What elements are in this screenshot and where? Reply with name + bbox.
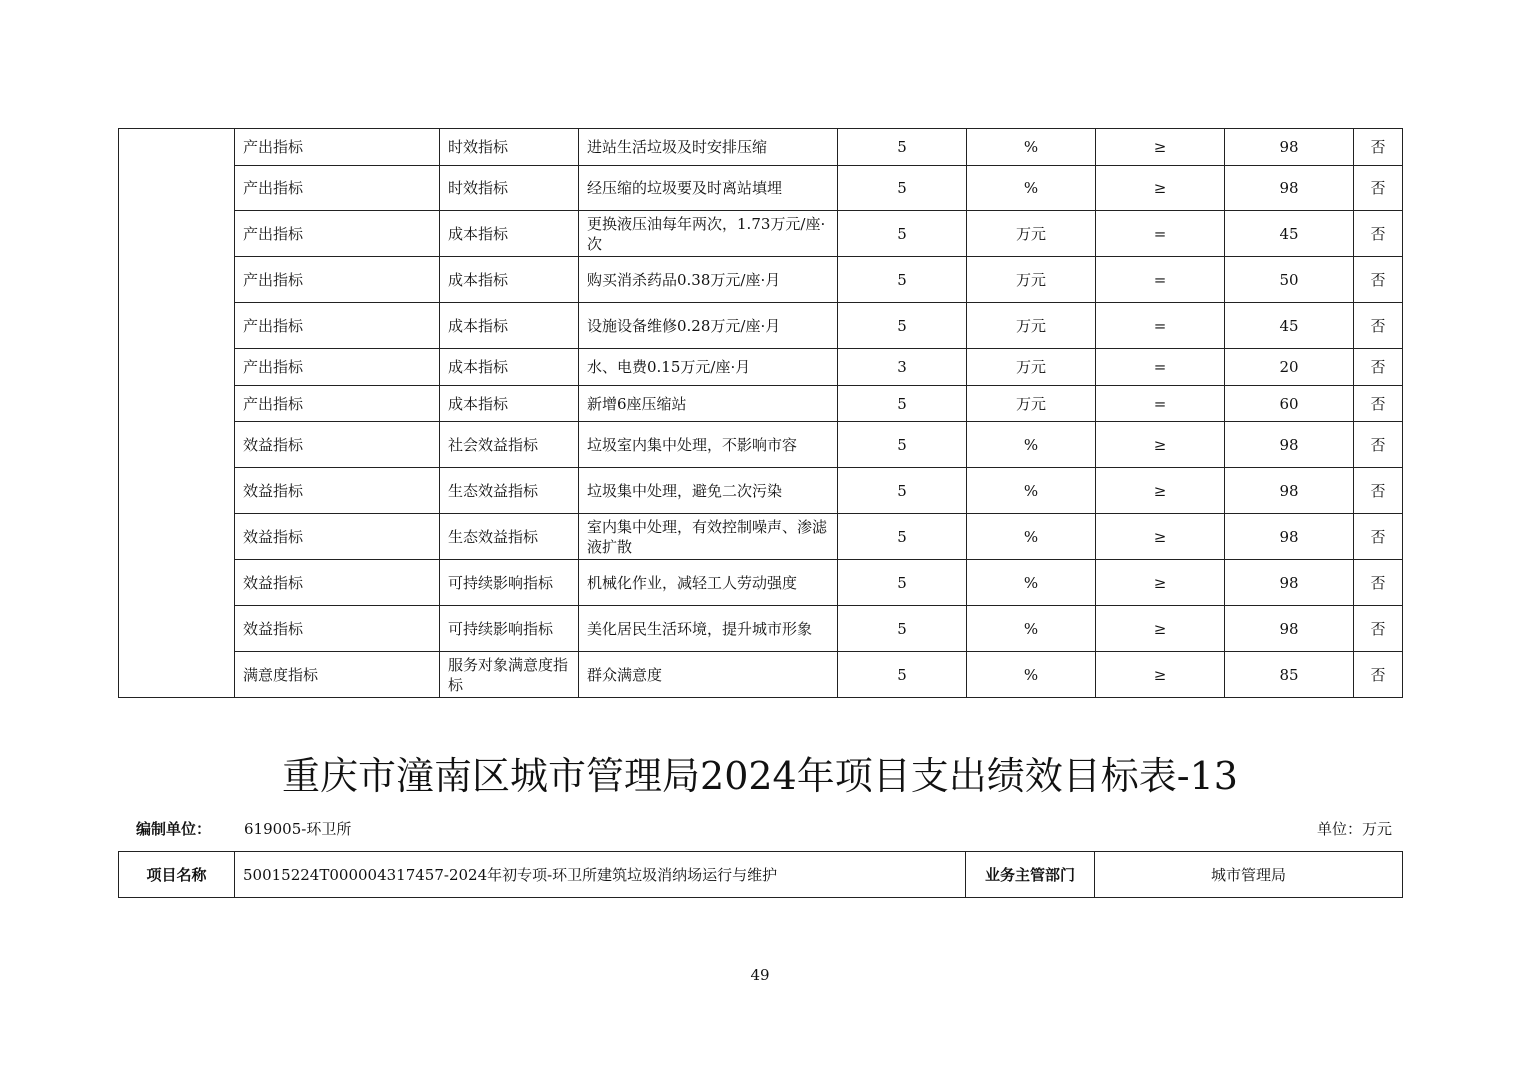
cell-level1: 效益指标 [235,514,440,560]
indicator-row [119,257,1403,303]
cell-target: 98 [1225,166,1354,211]
cell-level3: 垃圾室内集中处理，不影响市容 [579,422,838,468]
cell-level2: 成本指标 [440,349,579,386]
indicator-row [119,386,1403,422]
cell-weight: 5 [838,606,967,652]
performance-indicator-table [118,128,1403,698]
cell-level1: 产出指标 [235,166,440,211]
cell-op: ≥ [1096,468,1225,514]
cell-level1: 产出指标 [235,349,440,386]
cell-weight: 5 [838,166,967,211]
cell-level3: 新增6座压缩站 [579,386,838,422]
cell-target: 98 [1225,606,1354,652]
cell-unit: % [967,166,1096,211]
cell-level1: 效益指标 [235,422,440,468]
cell-flag: 否 [1354,606,1403,652]
cell-flag: 否 [1354,257,1403,303]
cell-unit: % [967,514,1096,560]
cell-op: = [1096,349,1225,386]
indicator-row [119,606,1403,652]
indicator-row [119,129,1403,166]
cell-level3: 购买消杀药品0.38万元/座·月 [579,257,838,303]
cell-target: 98 [1225,468,1354,514]
cell-level3: 垃圾集中处理，避免二次污染 [579,468,838,514]
cell-weight: 5 [838,560,967,606]
cell-weight: 5 [838,211,967,257]
cell-level3: 经压缩的垃圾要及时离站填埋 [579,166,838,211]
cell-op: ≥ [1096,560,1225,606]
cell-target: 60 [1225,386,1354,422]
indicator-row [119,211,1403,257]
merged-blank-cell [119,129,235,698]
cell-target: 45 [1225,303,1354,349]
cell-op: = [1096,303,1225,349]
page-title: 重庆市潼南区城市管理局2024年项目支出绩效目标表-13 [282,754,1238,798]
cell-level2: 时效指标 [440,166,579,211]
cell-level1: 产出指标 [235,386,440,422]
cell-weight: 5 [838,386,967,422]
cell-level3: 美化居民生活环境，提升城市形象 [579,606,838,652]
cell-target: 98 [1225,422,1354,468]
compiling-unit-value: 619005-环卫所 [244,820,352,838]
cell-unit: % [967,652,1096,698]
cell-flag: 否 [1354,560,1403,606]
cell-op: = [1096,257,1225,303]
cell-op: ≥ [1096,129,1225,166]
cell-flag: 否 [1354,166,1403,211]
cell-unit: 万元 [967,349,1096,386]
page-number: 49 [750,966,770,984]
cell-unit: % [967,129,1096,166]
cell-target: 98 [1225,514,1354,560]
cell-target: 98 [1225,560,1354,606]
cell-level3: 进站生活垃圾及时安排压缩 [579,129,838,166]
cell-op: ≥ [1096,652,1225,698]
cell-unit: 万元 [967,303,1096,349]
department-value: 城市管理局 [1095,852,1403,898]
cell-weight: 5 [838,514,967,560]
compiling-unit-label: 编制单位： [136,820,212,838]
cell-flag: 否 [1354,468,1403,514]
indicator-table-body [119,129,1403,698]
cell-unit: 万元 [967,257,1096,303]
cell-level1: 满意度指标 [235,652,440,698]
cell-flag: 否 [1354,303,1403,349]
project-name-label: 项目名称 [119,852,235,898]
cell-level1: 产出指标 [235,211,440,257]
cell-op: ≥ [1096,514,1225,560]
project-name-value: 50015224T000004317457-2024年初专项-环卫所建筑垃圾消纳场运行与维护 [235,852,966,898]
cell-level2: 成本指标 [440,386,579,422]
cell-level3: 群众满意度 [579,652,838,698]
cell-flag: 否 [1354,211,1403,257]
cell-unit: 万元 [967,386,1096,422]
cell-level1: 效益指标 [235,560,440,606]
cell-level1: 产出指标 [235,257,440,303]
indicator-row [119,468,1403,514]
cell-op: ≥ [1096,422,1225,468]
cell-level3: 设施设备维修0.28万元/座·月 [579,303,838,349]
cell-weight: 5 [838,422,967,468]
cell-level2: 成本指标 [440,257,579,303]
cell-level2: 可持续影响指标 [440,560,579,606]
indicator-row [119,349,1403,386]
cell-unit: % [967,560,1096,606]
department-label: 业务主管部门 [966,852,1095,898]
cell-target: 85 [1225,652,1354,698]
cell-op: ≥ [1096,166,1225,211]
currency-unit: 单位：万元 [1316,820,1392,838]
cell-level1: 产出指标 [235,129,440,166]
indicator-row [119,514,1403,560]
cell-level1: 产出指标 [235,303,440,349]
cell-flag: 否 [1354,386,1403,422]
cell-weight: 5 [838,303,967,349]
project-info-table [118,851,1403,898]
cell-level2: 成本指标 [440,303,579,349]
cell-flag: 否 [1354,129,1403,166]
cell-level2: 生态效益指标 [440,468,579,514]
indicator-row [119,303,1403,349]
cell-target: 98 [1225,129,1354,166]
cell-unit: 万元 [967,211,1096,257]
cell-level3: 机械化作业，减轻工人劳动强度 [579,560,838,606]
cell-level1: 效益指标 [235,468,440,514]
cell-level2: 生态效益指标 [440,514,579,560]
cell-weight: 5 [838,129,967,166]
cell-op: ≥ [1096,606,1225,652]
cell-level3: 室内集中处理，有效控制噪声、渗滤液扩散 [579,514,838,560]
cell-level2: 可持续影响指标 [440,606,579,652]
cell-op: = [1096,386,1225,422]
indicator-row [119,652,1403,698]
cell-weight: 5 [838,257,967,303]
cell-weight: 5 [838,652,967,698]
cell-unit: % [967,606,1096,652]
cell-target: 45 [1225,211,1354,257]
cell-op: = [1096,211,1225,257]
cell-level2: 时效指标 [440,129,579,166]
indicator-row [119,166,1403,211]
cell-flag: 否 [1354,422,1403,468]
project-info-row [119,852,1403,898]
cell-unit: % [967,422,1096,468]
cell-flag: 否 [1354,514,1403,560]
cell-flag: 否 [1354,652,1403,698]
cell-level2: 成本指标 [440,211,579,257]
indicator-row [119,422,1403,468]
cell-flag: 否 [1354,349,1403,386]
cell-level2: 服务对象满意度指标 [440,652,579,698]
cell-unit: % [967,468,1096,514]
indicator-row [119,560,1403,606]
cell-target: 50 [1225,257,1354,303]
cell-target: 20 [1225,349,1354,386]
cell-level3: 水、电费0.15万元/座·月 [579,349,838,386]
cell-level1: 效益指标 [235,606,440,652]
cell-level2: 社会效益指标 [440,422,579,468]
cell-level3: 更换液压油每年两次，1.73万元/座·次 [579,211,838,257]
cell-weight: 3 [838,349,967,386]
cell-weight: 5 [838,468,967,514]
